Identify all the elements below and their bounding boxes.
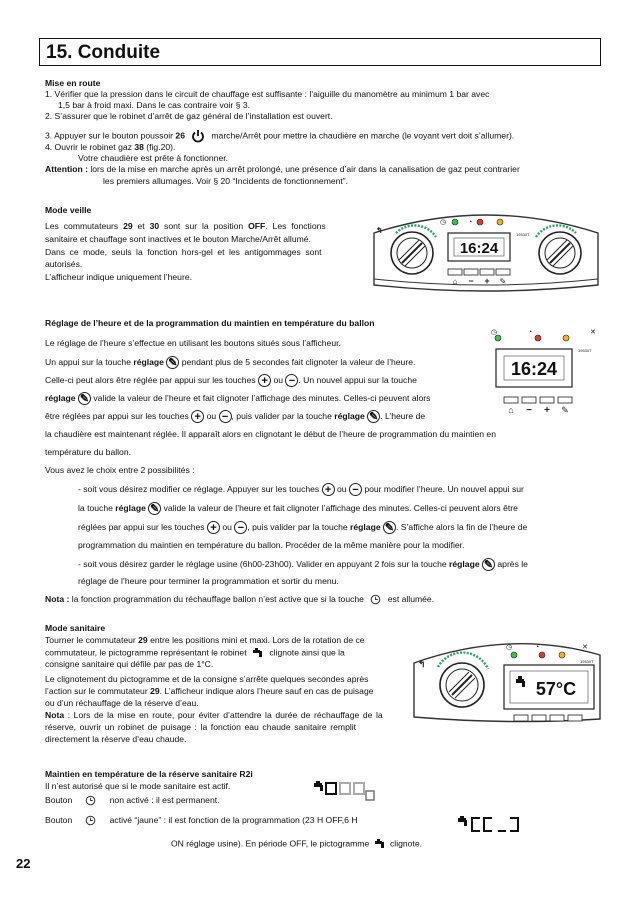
svg-text:19530T: 19530T <box>516 232 530 237</box>
mise-en-route-heading: Mise en route <box>45 78 101 88</box>
mode-veille-line-3: Dans ce mode, seuls la fonction hors-gel et les antigommages sont <box>45 247 322 257</box>
mise-en-route-step-3: 3. Appuyer sur le bouton poussoir 26 marche/Arrêt pour mettre la chaudière en marche (le voyant vert doit s’allumer). <box>45 129 514 143</box>
svg-text:⌂: ⌂ <box>452 277 458 286</box>
title-box <box>39 38 601 66</box>
tap-icon <box>252 647 264 659</box>
svg-text:✕: ✕ <box>590 329 596 336</box>
control-panel-sanitaire <box>410 633 602 725</box>
svg-text:◔: ◔ <box>528 329 533 336</box>
minus-button-icon: − <box>349 483 362 496</box>
mise-en-route-ready: Votre chaudière est prête à fonctionner. <box>78 153 229 163</box>
segment-display-1 <box>312 780 376 802</box>
mode-sanitaire-line-1: Tourner le commutateur 29 entre les positions mini et maxi. Lors de la rotation de ce <box>45 635 365 645</box>
svg-text:✕: ✕ <box>582 644 588 651</box>
clock-icon <box>370 594 381 605</box>
minus-button-icon: − <box>219 410 232 423</box>
mode-sanitaire-nota-1: Nota : Lors de la mise en route, pour éviter d’attendre la durée de réchauffage de la <box>45 710 383 720</box>
mise-en-route-step-1: 1. Vérifier que la pression dans le circuit de chauffage est suffisante : l’aiguille du manomètre au minimum 1 bar avec <box>45 89 490 99</box>
reglage-button-icon: ✎ <box>150 503 160 515</box>
tap-icon <box>374 838 386 850</box>
svg-text:19530T: 19530T <box>580 659 594 664</box>
svg-text:✎: ✎ <box>561 405 569 415</box>
mise-en-route-attention: Attention : lors de la mise en marche après un arrêt prolongé, une présence d’air dans la canalisation de gaz peut contrarier <box>45 164 520 174</box>
plus-button-icon: + <box>322 483 335 496</box>
maintien-line-1: Il n’est autorisé que si le mode sanitaire est actif. <box>45 781 231 791</box>
reglage-line-7: température du ballon. <box>45 447 131 457</box>
reglage-nota: Nota : la fonction programmation du réchauffage ballon n’est active que si la touche est allumée. <box>45 594 435 604</box>
mode-sanitaire-heading: Mode sanitaire <box>45 623 106 633</box>
svg-text:−: − <box>526 405 532 416</box>
display-reglage: 16:24 <box>510 359 558 379</box>
mode-veille-line-4: autorisés. <box>45 259 83 269</box>
maintien-bouton-2: Bouton activé “jaune” : il est fonction de la programmation (23 H OFF,6 H <box>45 815 358 825</box>
reglage-button-icon: ✎ <box>168 357 178 369</box>
svg-text:⌂: ⌂ <box>508 405 514 415</box>
svg-text:+: + <box>544 405 550 416</box>
svg-text:✎: ✎ <box>499 277 507 286</box>
mise-en-route-step-2: 2. S’assurer que le robinet d’arrêt de gaz général de l’installation est ouvert. <box>45 111 333 121</box>
reglage-heading: Réglage de l’heure et de la programmation du maintien en température du ballon <box>45 318 375 328</box>
reglage-option-3: réglées par appui sur les touches + ou − , puis valider par la touche réglage ✎ . S’affiche alors la fin de l’heure de <box>78 521 528 534</box>
svg-text:◷: ◷ <box>491 329 498 336</box>
reglage-option-4: programmation du maintien en température du ballon. Procéder de la même manière pour la modifier. <box>78 540 465 550</box>
svg-text:↰: ↰ <box>418 659 426 669</box>
plus-button-icon: + <box>207 521 220 534</box>
svg-text:◔: ◔ <box>535 644 540 651</box>
reglage-option-1: - soit vous désirez modifier ce réglage. Appuyer sur les touches + ou − pour modifier l’heure. Un nouvel appui sur <box>78 483 524 496</box>
reglage-line-6: la chaudière est maintenant réglée. Il apparaît alors en clignotant le début de l’heure de programmation du maintien en <box>45 429 496 439</box>
svg-text:↰: ↰ <box>376 226 383 235</box>
mode-sanitaire-line-2: commutateur, le pictogramme représentant le robinet clignote ainsi que la <box>45 647 345 658</box>
svg-text:◔: ◔ <box>468 219 473 226</box>
reglage-button-icon: ✎ <box>79 393 90 405</box>
mode-sanitaire-nota-2: réserve, ouvrir un robinet de puisage : la fonction eau chaude sanitaire remplit <box>45 722 357 732</box>
page-title: 15. Conduite <box>46 42 161 63</box>
mode-veille-heading: Mode veille <box>45 205 92 215</box>
mode-veille-line-1: Les commutateurs 29 et 30 sont sur la position OFF. Les fonctions <box>45 221 326 231</box>
mise-en-route-step-1b: 1,5 bar à froid maxi. Dans le cas contraire voir § 3. <box>58 100 251 110</box>
mode-sanitaire-line-6: ou d’un réchauffage de la réserve d’eau. <box>45 698 199 708</box>
plus-button-icon: + <box>258 374 271 387</box>
svg-text:−: − <box>468 276 474 286</box>
reglage-button-icon: ✎ <box>369 411 379 423</box>
reglage-option-2: la touche réglage ✎ valide la valeur de l’heure et fait clignoter l’affichage des minutes. Celles-ci peuvent alors être <box>78 502 518 515</box>
reglage-button-icon: ✎ <box>384 522 395 534</box>
display-sanitaire: 57°C <box>535 679 577 699</box>
power-icon <box>191 129 205 143</box>
reglage-line-3: Celle-ci peut alors être réglée par appui sur les touches + ou − . Un nouvel appui sur la touche <box>45 374 417 387</box>
svg-text:◷: ◷ <box>506 644 513 651</box>
mode-sanitaire-line-3: consigne sanitaire qui défile par pas de 1°C. <box>45 659 214 669</box>
reglage-line-1: Le réglage de l’heure s’effectue en utilisant les boutons situés sous l’afficheur. <box>45 338 341 348</box>
minus-button-icon: − <box>234 521 247 534</box>
maintien-line-3: ON réglage usine). En période OFF, le pictogramme clignote. <box>171 838 423 849</box>
reglage-line-2: Un appui sur la touche réglage ✎ pendant plus de 5 secondes fait clignoter la valeur de l’heure. <box>45 356 416 369</box>
mode-veille-line-5: L’afficheur indique uniquement l’heure. <box>45 272 192 282</box>
reglage-line-8: Vous avez le choix entre 2 possibilités : <box>45 465 195 475</box>
svg-text:+: + <box>484 276 490 286</box>
mode-sanitaire-line-5: l’action sur le commutateur 29. L’afficheur indique alors l’heure sauf en cas de puisage <box>45 686 374 696</box>
clock-icon <box>85 815 96 826</box>
control-panel-reglage <box>486 325 602 421</box>
mode-sanitaire-nota-3: directement la réserve d’eau chaude. <box>45 734 187 744</box>
svg-text:◷: ◷ <box>440 219 447 226</box>
mode-sanitaire-line-4: Le clignotement du pictogramme et de la consigne s’arrête quelques secondes après <box>45 674 369 684</box>
mise-en-route-attention-2: les premiers allumages. Voir § 20 “Incidents de fonctionnement”. <box>103 176 349 186</box>
mise-en-route-step-4: 4. Ouvrir le robinet gaz 38 (fig.20). <box>45 142 176 152</box>
plus-button-icon: + <box>191 410 204 423</box>
minus-button-icon: − <box>285 374 298 387</box>
reglage-line-4: réglage ✎ valide la valeur de l’heure et fait clignoter l’affichage des minutes. Celles-ci peuvent alors <box>45 392 431 405</box>
mode-veille-line-2: sanitaire et chauffage sont inactives et le bouton Marche/Arrêt allumé. <box>45 234 311 244</box>
page-number: 22 <box>16 856 31 871</box>
reglage-line-5: être réglées par appui sur les touches + ou − , puis valider par la touche réglage ✎ . L’heure de <box>45 410 426 423</box>
segment-display-2 <box>456 815 522 837</box>
svg-text:19530T: 19530T <box>578 348 592 353</box>
control-panel-veille <box>370 205 602 297</box>
display-veille: 16:24 <box>459 240 499 257</box>
maintien-heading: Maintien en température de la réserve sanitaire R2i <box>45 769 253 779</box>
clock-icon <box>85 795 96 806</box>
reglage-option-6: réglage de l’heure pour terminer la programmation et sortir du menu. <box>78 576 339 586</box>
reglage-button-icon: ✎ <box>483 559 494 571</box>
reglage-option-5: - soit vous désirez garder le réglage usine (6h00-23h00). Valider en appuyant 2 fois sur la touche réglage ✎ après le <box>78 558 528 571</box>
maintien-bouton-1: Bouton non activé : il est permanent. <box>45 795 220 805</box>
